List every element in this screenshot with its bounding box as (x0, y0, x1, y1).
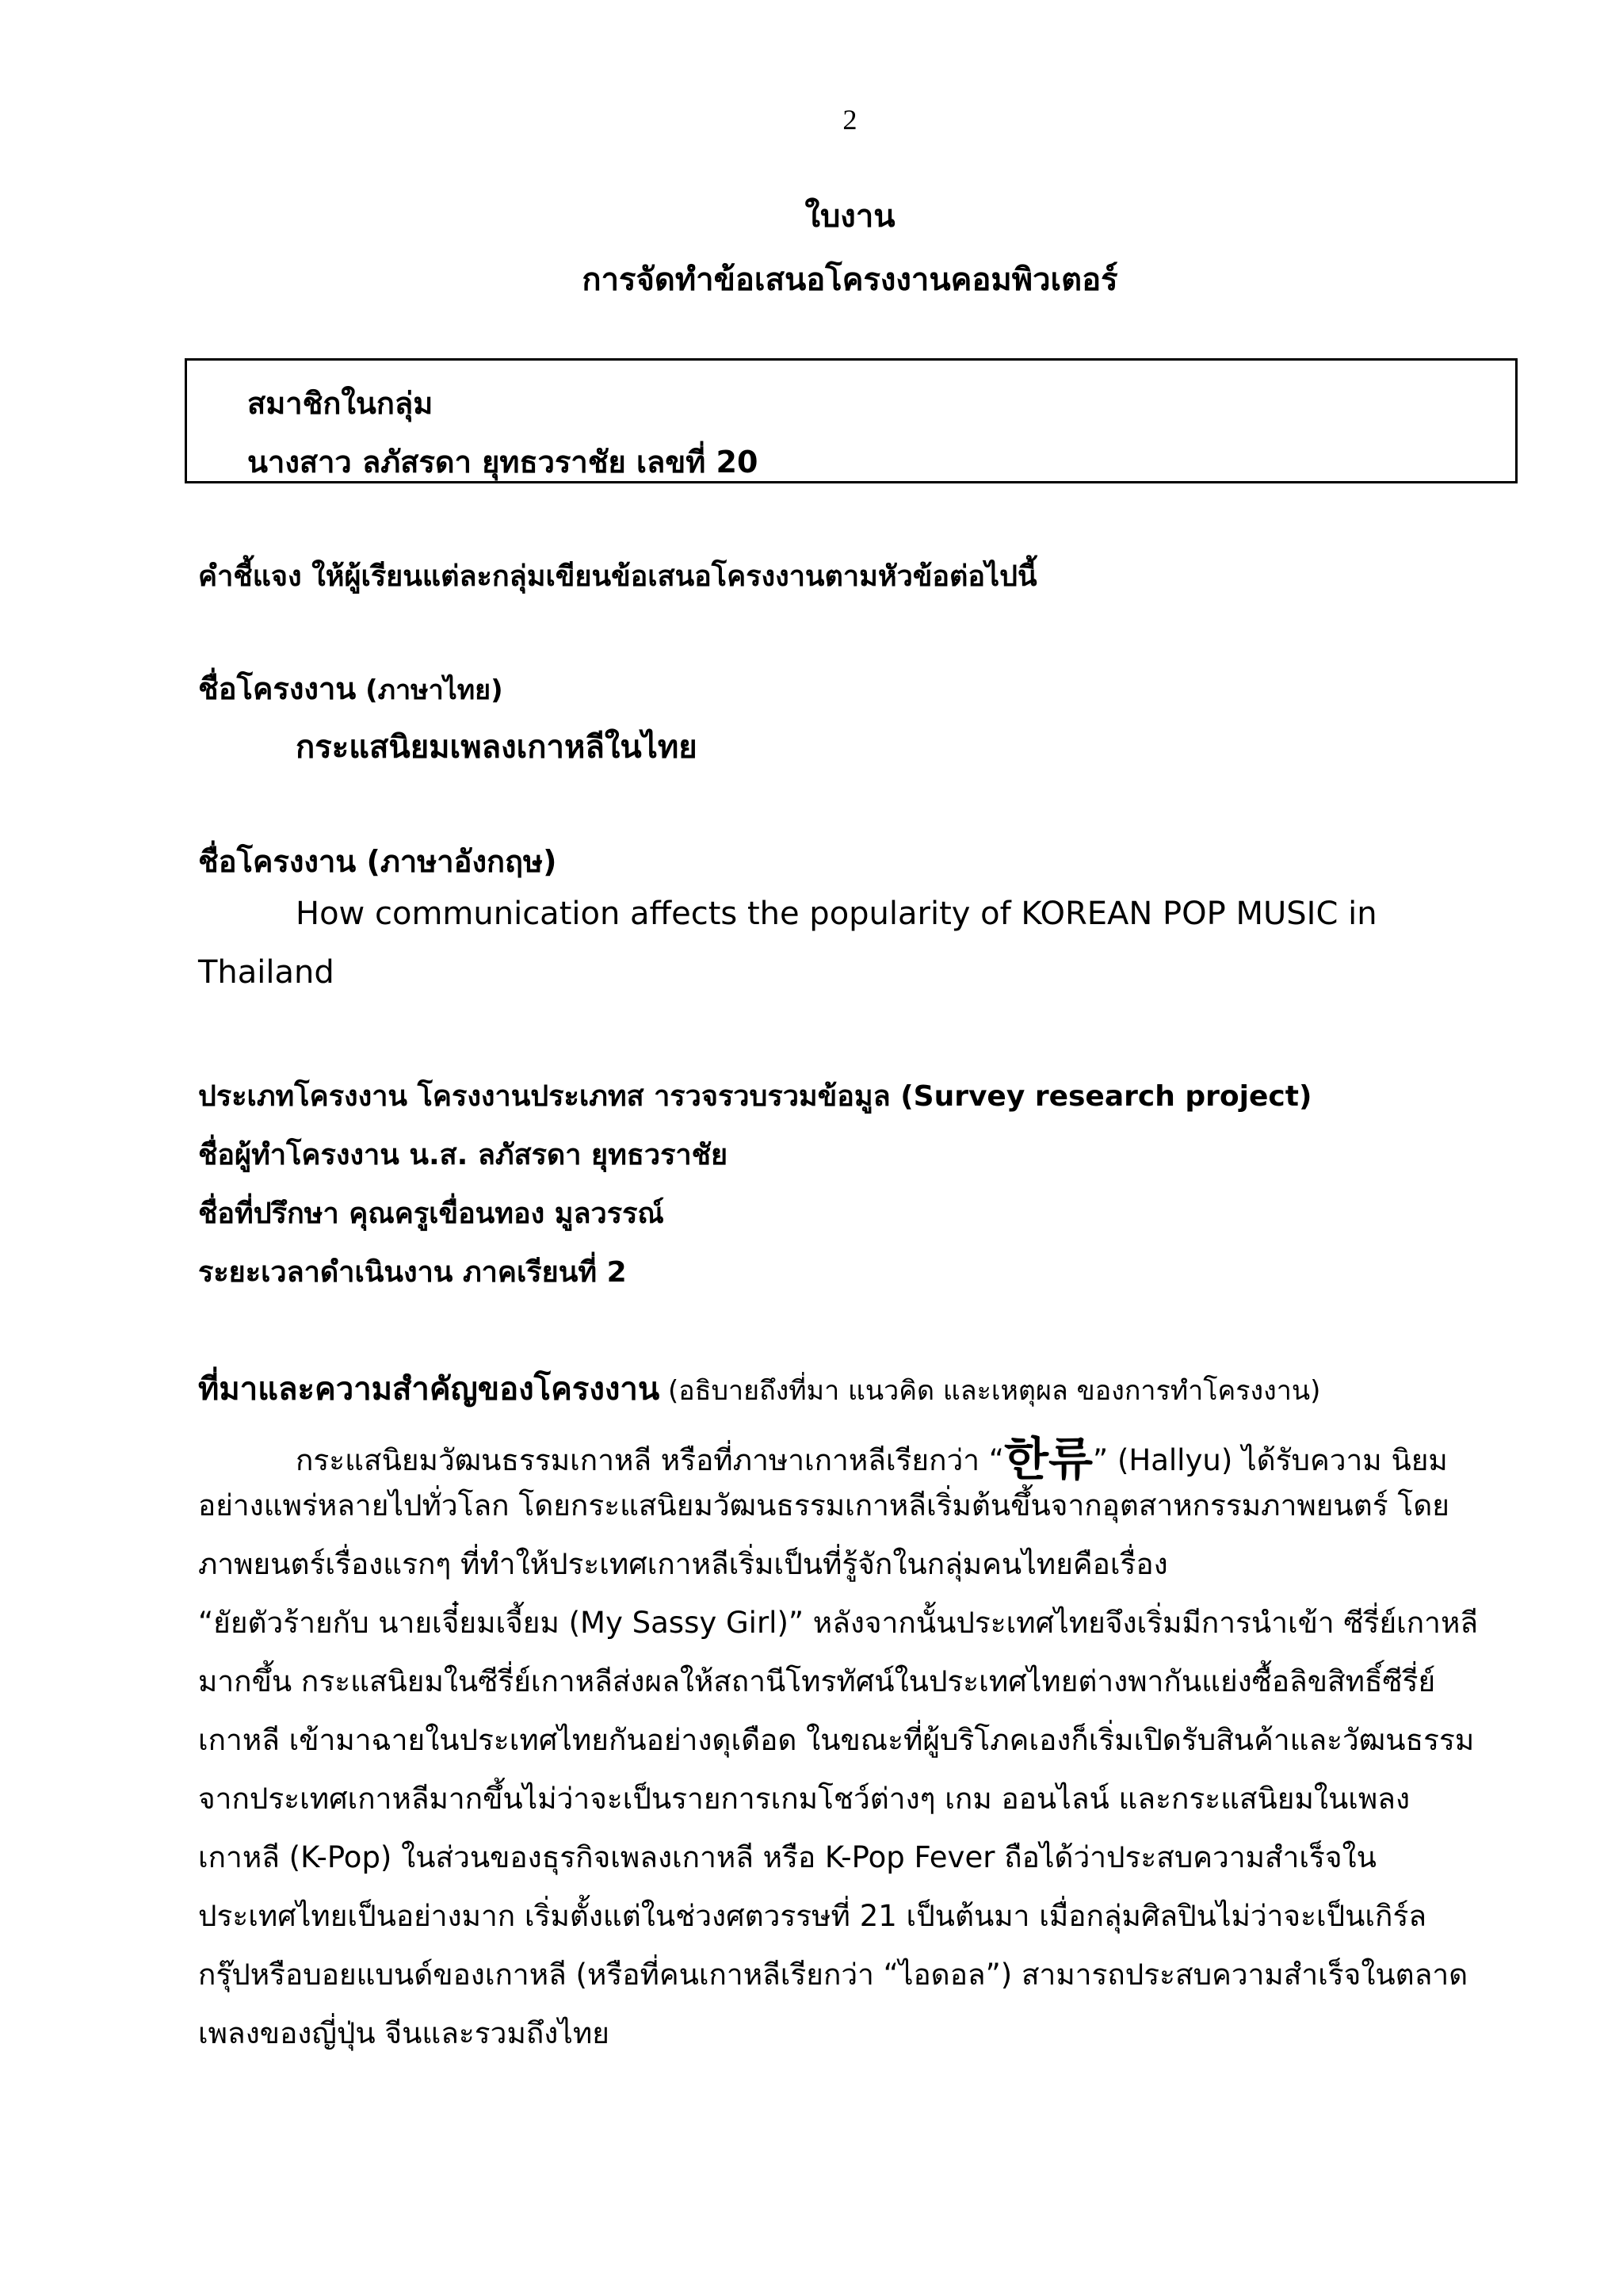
background-line: ประเทศไทยเป็นอย่างมาก เริ่มตั้งแต่ในช่วงศตวรรษที่ 21 เป็นต้นมา เมื่อกลุ่มศิลปินไม่ว่าจะเป็นเกิร์ล (198, 1899, 1427, 1933)
instruction-text: คำชี้แจง ให้ผู้เรียนแต่ละกลุ่มเขียนข้อเสนอโครงงานตามหัวข้อต่อไปนี้ (198, 560, 1037, 593)
project-duration (198, 1249, 627, 1294)
project-name-th-value: กระแสนิยมเพลงเกาหลีในไทย (296, 729, 697, 766)
hangul-hallyu: 한류 (1003, 1432, 1094, 1486)
members-label: สมาชิกในกลุ่ม (247, 386, 433, 421)
background-line: กรุ๊ปหรือบอยแบนด์ของเกาหลี (หรือที่คนเกาหลีเรียกว่า “ไอดอล”) สามารถประสบความสำเร็จในตลาด (198, 1958, 1468, 1992)
background-line-1 (296, 1422, 1448, 1488)
project-author-label: ชื่อผู้ทำโครงงาน (198, 1139, 399, 1171)
background-heading (198, 1363, 1320, 1414)
project-type-label: ประเภทโครงงาน (198, 1080, 408, 1113)
background-heading-text: ที่มาและความสำคัญของโครงงาน (198, 1371, 660, 1408)
background-line-1-post: ” (Hallyu) ได้รับความ นิยม (1093, 1443, 1448, 1477)
project-author-value: น.ส. ลภัสรดา ยุทธวราชัย (399, 1139, 728, 1171)
background-line: เกาหลี (K-Pop) ในส่วนของธุรกิจเพลงเกาหลี หรือ K-Pop Fever ถือได้ว่าประสบความสำเร็จใน (198, 1840, 1377, 1874)
project-name-th-label-suffix: (ภาษาไทย) (356, 674, 503, 706)
background-line: “ยัยตัวร้ายกับ นายเจี๋ยมเจี้ยม (My Sassy Girl)” หลังจากนั้นประเทศไทยจึงเริ่มมีการนำเข้า ซีรี่ย์เกาหลี (198, 1606, 1479, 1640)
project-duration-label: ระยะเวลาดำเนินงาน (198, 1256, 453, 1289)
background-line-1-pre: กระแสนิยมวัฒนธรรมเกาหลี หรือที่ภาษาเกาหลีเรียกว่า “ (296, 1443, 1004, 1477)
project-name-th-label (198, 664, 503, 712)
background-line: เพลงของญี่ปุ่น จีนและรวมถึงไทย (198, 2016, 609, 2050)
project-type-value: โครงงานประเภทส ารวจรวบรวมข้อมูล (Survey research project) (407, 1080, 1312, 1113)
worksheet-subtitle: การจัดทำข้อเสนอโครงงานคอมพิวเตอร์ (582, 262, 1118, 298)
background-heading-note: (อธิบายถึงที่มา แนวคิด และเหตุผล ของการทำโครงงาน) (659, 1375, 1321, 1407)
page-number: 2 (842, 104, 857, 136)
background-line: มากขึ้น กระแสนิยมในซีรี่ย์เกาหลีส่งผลให้สถานีโทรทัศน์ในประเทศไทยต่างพากันแย่งซื้อลิขสิทธิ์ซีรี่ย์ (198, 1664, 1436, 1698)
project-advisor (198, 1190, 664, 1236)
background-line: เกาหลี เข้ามาฉายในประเทศไทยกันอย่างดุเดือด ในขณะที่ผู้บริโภคเองก็เริ่มเปิดรับสินค้าและวัฒนธรรม (198, 1723, 1475, 1757)
member-entry: นางสาว ลภัสรดา ยุทธวราชัย เลขที่ 20 (247, 445, 758, 479)
project-author (198, 1132, 727, 1177)
project-duration-value: ภาคเรียนที่ 2 (453, 1256, 627, 1289)
project-name-en-label: ชื่อโครงงาน (ภาษาอังกฤษ) (198, 844, 557, 879)
project-name-en-value-line2: Thailand (198, 954, 334, 991)
worksheet-title: ใบงาน (804, 198, 896, 235)
background-line: ภาพยนตร์เรื่องแรกๆ ที่ทำให้ประเทศเกาหลีเริ่มเป็นที่รู้จักในกลุ่มคนไทยคือเรื่อง (198, 1547, 1168, 1581)
background-line: จากประเทศเกาหลีมากขึ้นไม่ว่าจะเป็นรายการเกมโชว์ต่างๆ เกม ออนไลน์ และกระแสนิยมในเพลง (198, 1782, 1411, 1816)
project-advisor-value: คุณครูเขื่อนทอง มูลวรรณ์ (338, 1198, 664, 1230)
project-name-en-value-line1: How communication affects the popularity of KOREAN POP MUSIC in (296, 896, 1377, 932)
project-type (198, 1073, 1312, 1118)
project-name-th-label-text: ชื่อโครงงาน (198, 671, 357, 706)
project-advisor-label: ชื่อที่ปรึกษา (198, 1198, 339, 1230)
background-line: อย่างแพร่หลายไปทั่วโลก โดยกระแสนิยมวัฒนธรรมเกาหลีเริ่มต้นขึ้นจากอุตสาหกรรมภาพยนตร์ โดย (198, 1488, 1449, 1522)
